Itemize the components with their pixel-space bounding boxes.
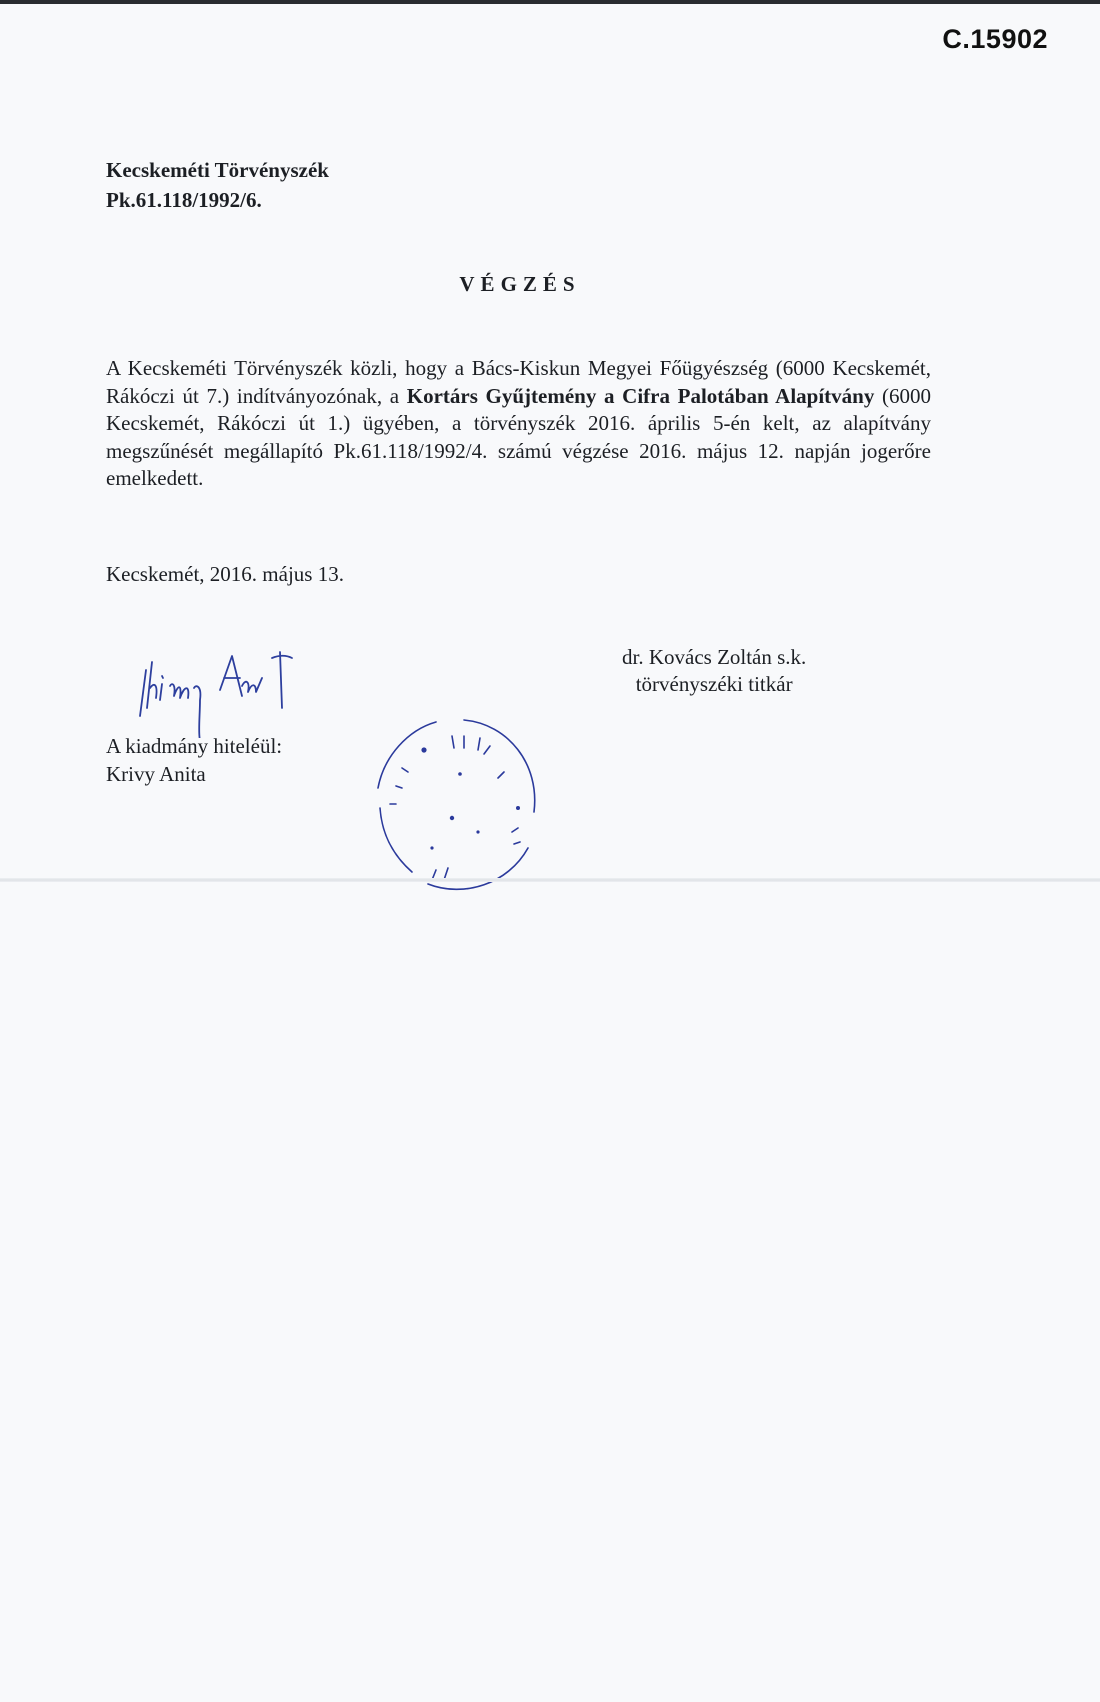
date-line: Kecskemét, 2016. május 13. [106, 562, 344, 586]
certification-label: A kiadmány hiteléül: [106, 734, 283, 758]
document-id: C.15902 [942, 24, 1048, 54]
body-paragraph [106, 355, 931, 493]
body-text-part1: A Kecskeméti Törvényszék közli, hogy a Bács-Kiskun Megyei Főügyészség (6000 Kecskemét, Rákóczi út 7.) indítványozónak, a [106, 356, 931, 408]
signer-name: dr. Kovács Zoltán s.k. [622, 645, 807, 669]
case-number: Pk.61.118/1992/6. [106, 188, 262, 212]
paper-fold-line [0, 878, 1100, 882]
official-stamp [368, 708, 546, 896]
signer-title: törvényszéki titkár [635, 672, 793, 696]
foundation-name: Kortárs Gyűjtemény a Cifra Palotában Alapítvány [406, 383, 875, 408]
court-name: Kecskeméti Törvényszék [106, 158, 329, 182]
handwritten-signature [132, 648, 322, 738]
certifier-name: Krivy Anita [106, 762, 206, 786]
signer-block [622, 644, 806, 698]
body-text-part2: (6000 Kecskemét, Rákóczi út 1.) ügyében, a törvényszék 2016. április 5-én kelt, az alapítvány megszűnését megállapító Pk.61.118/1992/4. számú végzése 2016. május 12. napján jogerőre emelkedett. [106, 383, 932, 490]
document-title: VÉGZÉS [459, 272, 581, 296]
scan-top-edge [0, 0, 1100, 4]
